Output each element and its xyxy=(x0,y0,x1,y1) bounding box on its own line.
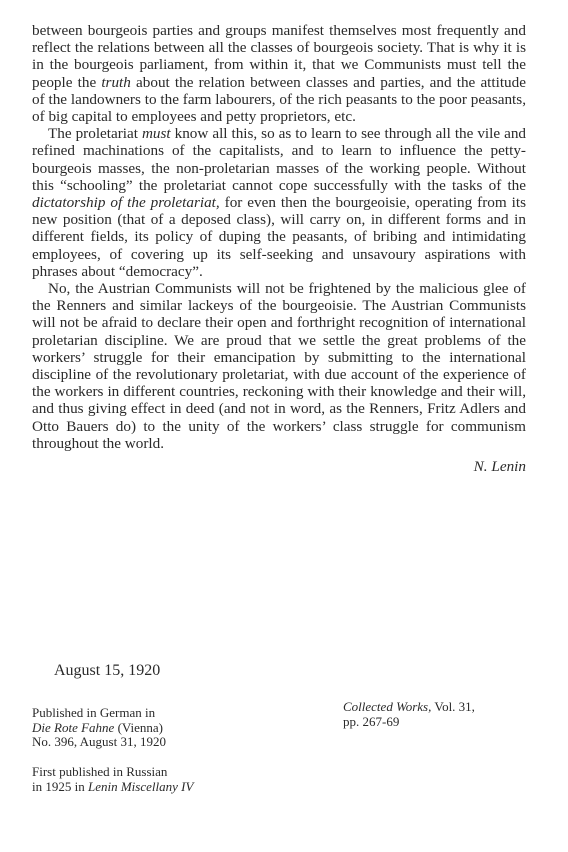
publication-city: (Vienna) xyxy=(114,719,163,735)
paragraph-1-text: between bourgeois parties and groups manifest themselves most frequently and reflect the relations between all the classes of bourgeois society. That is why it is in the bourgeois parliament, from within it, that we Communists must tell the people the xyxy=(32,22,526,91)
paragraph-1-text-rest: about the relation between classes and parties, and the attitude of the landowners to the farm labourers, of the rich peasants to the poor peasants, of big capital to employees and petty proprietors, etc. xyxy=(32,73,526,126)
collected-works-note xyxy=(343,700,543,729)
publication-note xyxy=(32,706,292,750)
publication-line-2 xyxy=(32,721,292,736)
paragraph-2-text-b: know all this, so as to learn to see through all the vile and refined machinations of the capitalists, and to learn to influence the petty-bourgeois masses, the non-proletarian masses of the working people. Without this “schooling” the proletariat cannot cope successfully with the tasks of the xyxy=(32,125,527,194)
collected-works-line-1 xyxy=(343,700,543,715)
paragraph-1 xyxy=(32,22,526,125)
paragraph-2-emphasis-1: must xyxy=(141,125,171,143)
collected-works-title: Collected Works, xyxy=(343,699,432,714)
publication-line-3: No. 396, August 31, 1920 xyxy=(32,734,166,749)
paragraph-2-text-c: for even then the bourgeoisie, operating from its new position (that of a deposed class), will carry on, in different forms and in different fields, its policy of duping the peasants, of bribing and intimidating employees, of covering up its self-seeking and unsavoury aspirations with phrases about “democracy”. xyxy=(32,194,526,280)
first-published-title: Lenin Miscellany IV xyxy=(87,778,194,794)
paragraph-2-text-a: The proletariat xyxy=(48,125,142,143)
first-published-note xyxy=(32,765,332,794)
first-published-prefix: in 1925 in xyxy=(32,778,88,794)
publication-line-1: Published in German in xyxy=(32,705,156,720)
publication-title: Die Rote Fahne xyxy=(32,719,115,735)
collected-works-volume: Vol. 31, xyxy=(431,699,475,714)
paragraph-1-emphasis: truth xyxy=(101,73,131,91)
paragraph-2-emphasis-2: dictatorship of the proletariat, xyxy=(32,194,220,212)
signature: N. Lenin xyxy=(473,458,526,476)
paragraph-3-text: No, the Austrian Communists will not be frightened by the malicious glee of the Renners and similar lackeys of the bourgeoisie. The Austrian Communists will not be afraid to declare their open and forthright recognition of international proletarian discipline. We are proud that we settle the great problems of the workers’ struggle for their emancipation by submitting to the international discipline of the revolutionary proletariat, with due account of the experience of the workers in different countries, reckoning with their knowledge and their will, and thus giving effect in deed (and not in word, as the Renners, Fritz Adlers and Otto Bauers do) to the unity of the workers’ class struggle for communism throughout the world. xyxy=(32,280,526,452)
paragraph-2 xyxy=(32,125,526,280)
paragraph-3 xyxy=(32,280,526,452)
date-line: August 15, 1920 xyxy=(54,662,161,679)
first-published-line-2 xyxy=(32,780,332,795)
first-published-line-1: First published in Russian xyxy=(32,764,168,779)
collected-works-line-2: pp. 267-69 xyxy=(343,713,400,729)
document-body xyxy=(32,22,526,475)
